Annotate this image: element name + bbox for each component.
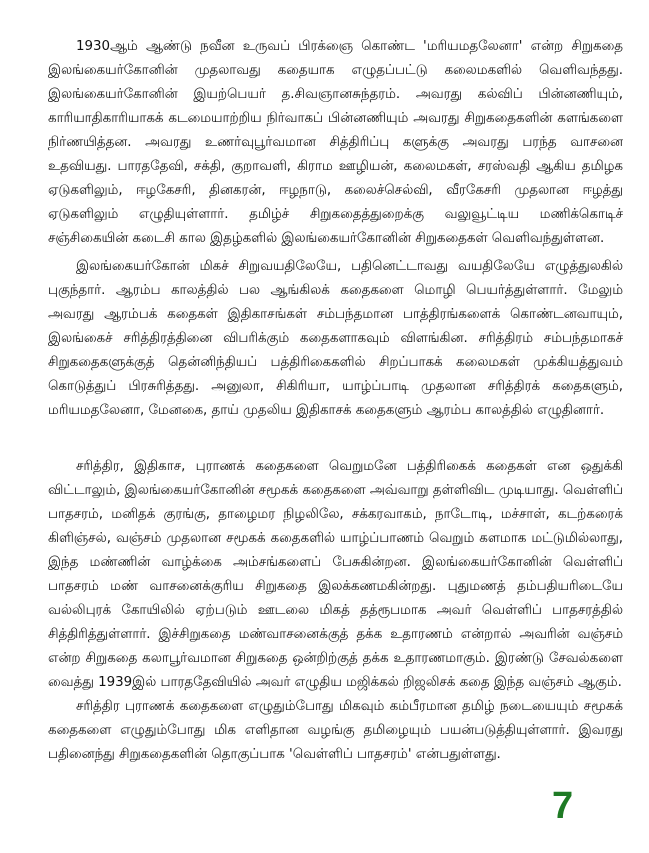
paragraph-2: இலங்கையர்கோன் மிகச் சிறுவயதிலேயே, பதினெட்டாவது வயதிலேயே எழுத்துலகில் புகுந்தார். ஆரம்ப காலத்தில் பல ஆங்கிலக் கதைகளை மொழி பெயர்த்துள்ளார். மேலும் அவரது ஆரம்பக் கதைகள் இதிகாசங்கள் சம்பந்தமான பாத்திரங்களைக் கொண்டனவாயும், இலங்கைச் சரித்திரத்தினை விபரிக்கும் கதைகளாகவும் விளங்கின. சரித்திரம் சம்பந்தமாகச் சிறுகதைகளுக்குத் தென்னிந்தியப் பத்திரிகைகளில் சிறப்பாகக் கலைமகள் முக்கியத்துவம் கொடுத்துப் பிரசுரித்தது. அனுலா, சிகிரியா, யாழ்ப்பாடி முதலான சரித்திரக் கதைகளும், மரியமதலேனா, மேனகை, தாய் முதலிய இதிகாசக் கதைகளும் ஆரம்ப காலத்தில் எழுதினார். [48, 259, 623, 418]
paragraph-1: 1930ஆம் ஆண்டு நவீன உருவப் பிரக்ஞை கொண்ட 'மரியமதலேனா' என்ற சிறுகதை இலங்கையர்கோனின் முதலாவது கதையாக எழுதப்பட்டு கலைமகளில் வெளிவந்தது. இலங்கையர்கோனின் இயற்பெயர் த.சிவஞானசுந்தரம். அவரது கல்விப் பின்னணியும், காரியாதிகாரியாகக் கடமையாற்றிய நிர்வாகப் பின்னணியும் அவரது சிறுகதைகளின் களங்களை நிர்ணயித்தன. அவரது உணர்வுபூர்வமான சித்திரிப்பு களுக்கு அவரது பரந்த வாசனை உதவியது. பாரததேவி, சக்தி, குறாவளி, கிராம ஊழியன், கலைமகள், சரஸ்வதி ஆகிய தமிழக ஏடுகளிலும், ஈழகேசரி, தினகரன், ஈழநாடு, கலைச்செல்வி, வீரகேசரி முதலான ஈழத்து ஏடுகளிலும் எழுதியுள்ளார். தமிழ்ச் சிறுகதைத்துறைக்கு வலுவூட்டிய மணிக்கொடிச் சஞ்சிகையின் கடைசி கால இதழ்களில் இலங்கையர்கோனின் சிறுகதைகள் வெளிவந்துள்ளன. [48, 39, 623, 246]
page-number: 7 [552, 785, 574, 827]
paragraph-3: சரித்திர, இதிகாச, புராணக் கதைகளை வெறுமனே பத்திரிகைக் கதைகள் என ஒதுக்கி விட்டாலும், இலங்கையர்கோனின் சமூகக் கதைகளை அவ்வாறு தள்ளிவிட முடியாது. வெள்ளிப் பாதசரம், மனிதக் குரங்கு, தாழைமர நிழலிலே, சக்கரவாகம், நாடோடி, மச்சாள், கடற்கரைக் கிளிஞ்சல், வஞ்சம் முதலான சமூகக் கதைகளில் யாழ்ப்பாணம் வெறும் களமாக மட்டுமில்லாது, இந்த மண்ணின் வாழ்க்கை அம்சங்களைப் பேசுகின்றன. இலங்கையர்கோனின் வெள்ளிப் பாதசரம் மண் வாசனைக்குரிய சிறுகதை இலக்கணமகின்றது. புதுமணத் தம்பதியரிடையே வல்லிபுரக் கோயிலில் ஏற்படும் ஊடலை மிகத் தத்ரூபமாக அவர் வெள்ளிப் பாதசரத்தில் சித்திரித்துள்ளார். இச்சிறுகதை மண்வாசனைக்குத் தக்க உதாரணம் என்றால் அவரின் வஞ்சம் என்ற சிறுகதை கலாபூர்வமான சிறுகதை ஒன்றிற்குத் தக்க உதாரணமாகும். இரண்டு சேவல்களை வைத்து 1939இல் பாரததேவியில் அவர் எழுதிய மஜிக்கல் றிஜலிசக் கதை இந்த வஞ்சம் ஆகும். [48, 459, 623, 690]
paragraph-4: சரித்திர புராணக் கதைகளை எழுதும்போது மிகவும் கம்பீரமான தமிழ் நடையையும் சமூகக் கதைகளை எழுதும்போது மிக எளிதான வழங்கு தமிழையும் பயன்படுத்தியுள்ளார். இவரது பதினைந்து சிறுகதைகளின் தொகுப்பாக 'வெள்ளிப் பாதசரம்' என்பதுள்ளது. [48, 699, 623, 762]
